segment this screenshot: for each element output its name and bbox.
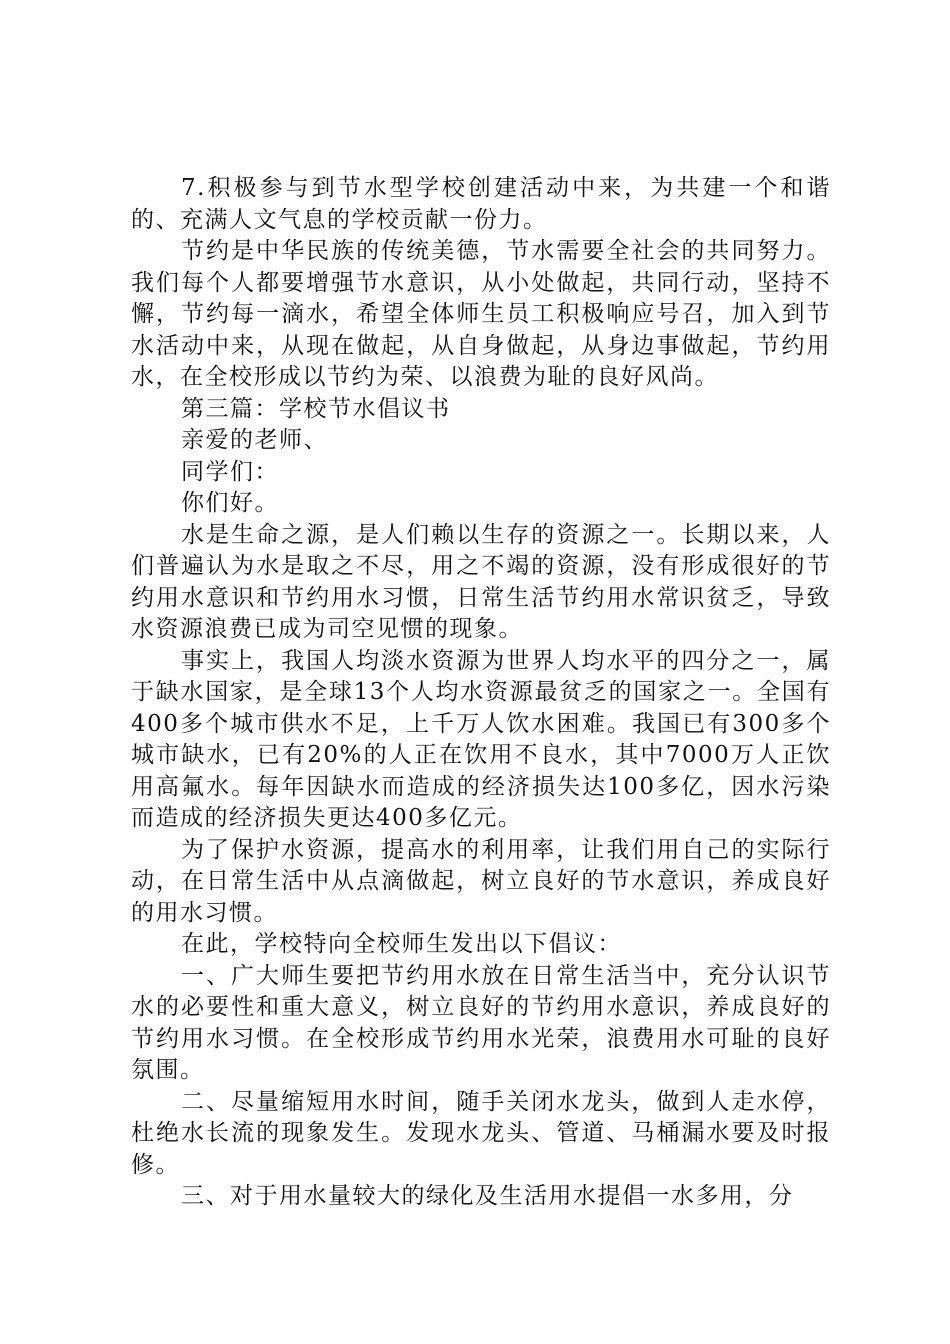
section-heading: 第三篇：学校节水倡议书 bbox=[181, 395, 451, 422]
proposal-item-2: 二、尽量缩短用水时间，随手关闭水龙头，做到人走水停，杜绝水长流的现象发生。发现水龙头、管道、马桶漏水要及时报修。 bbox=[131, 1088, 831, 1178]
document-body bbox=[131, 173, 831, 1213]
salutation-line-2: 同学们： bbox=[181, 458, 279, 485]
proposal-item-3: 三、对于用水量较大的绿化及生活用水提倡一水多用，分 bbox=[181, 1183, 794, 1209]
paragraph-1: 7.积极参与到节水型学校创建活动中来，为共建一个和谐的、充满人文气息的学校贡献一份力。 bbox=[131, 175, 831, 233]
salutation-line-1: 亲爱的老师、 bbox=[181, 427, 328, 453]
greeting: 你们好。 bbox=[181, 490, 279, 516]
paragraph-call: 为了保护水资源，提高水的利用率，让我们用自己的实际行动，在日常生活中从点滴做起，树立良好的节水意识，养成良好的用水习惯。 bbox=[131, 836, 831, 926]
paragraph-facts: 事实上，我国人均淡水资源为世界人均水平的四分之一，属于缺水国家，是全球13个人均水资源最贫乏的国家之一。全国有400多个城市供水不足，上千万人饮水困难。我国已有300多个城市缺水，已有20%的人正在饮用不良水，其中7000万人正饮用高氟水。每年因缺水而造成的经济损失达100多亿，因水污染而造成的经济损失更达400多亿元。 bbox=[131, 647, 831, 831]
paragraph-proposal-intro: 在此，学校特向全校师生发出以下倡议： bbox=[181, 931, 622, 957]
proposal-item-1: 一、广大师生要把节约用水放在日常生活当中，充分认识节水的必要性和重大意义，树立良好的节约用水意识，养成良好的节约用水习惯。在全校形成节约用水光荣，浪费用水可耻的良好氛围。 bbox=[131, 962, 831, 1083]
paragraph-2: 节约是中华民族的传统美德，节水需要全社会的共同努力。我们每个人都要增强节水意识，从小处做起，共同行动，坚持不懈，节约每一滴水，希望全体师生员工积极响应号召，加入到节水活动中来，从现在做起，从自身做起，从身边事做起，节约用水，在全校形成以节约为荣、以浪费为耻的良好风尚。 bbox=[131, 238, 831, 390]
paragraph-intro: 水是生命之源，是人们赖以生存的资源之一。长期以来，人们普遍认为水是取之不尽，用之不竭的资源，没有形成很好的节约用水意识和节约用水习惯，日常生活节约用水常识贫乏，导致水资源浪费已成为司空见惯的现象。 bbox=[131, 521, 831, 642]
